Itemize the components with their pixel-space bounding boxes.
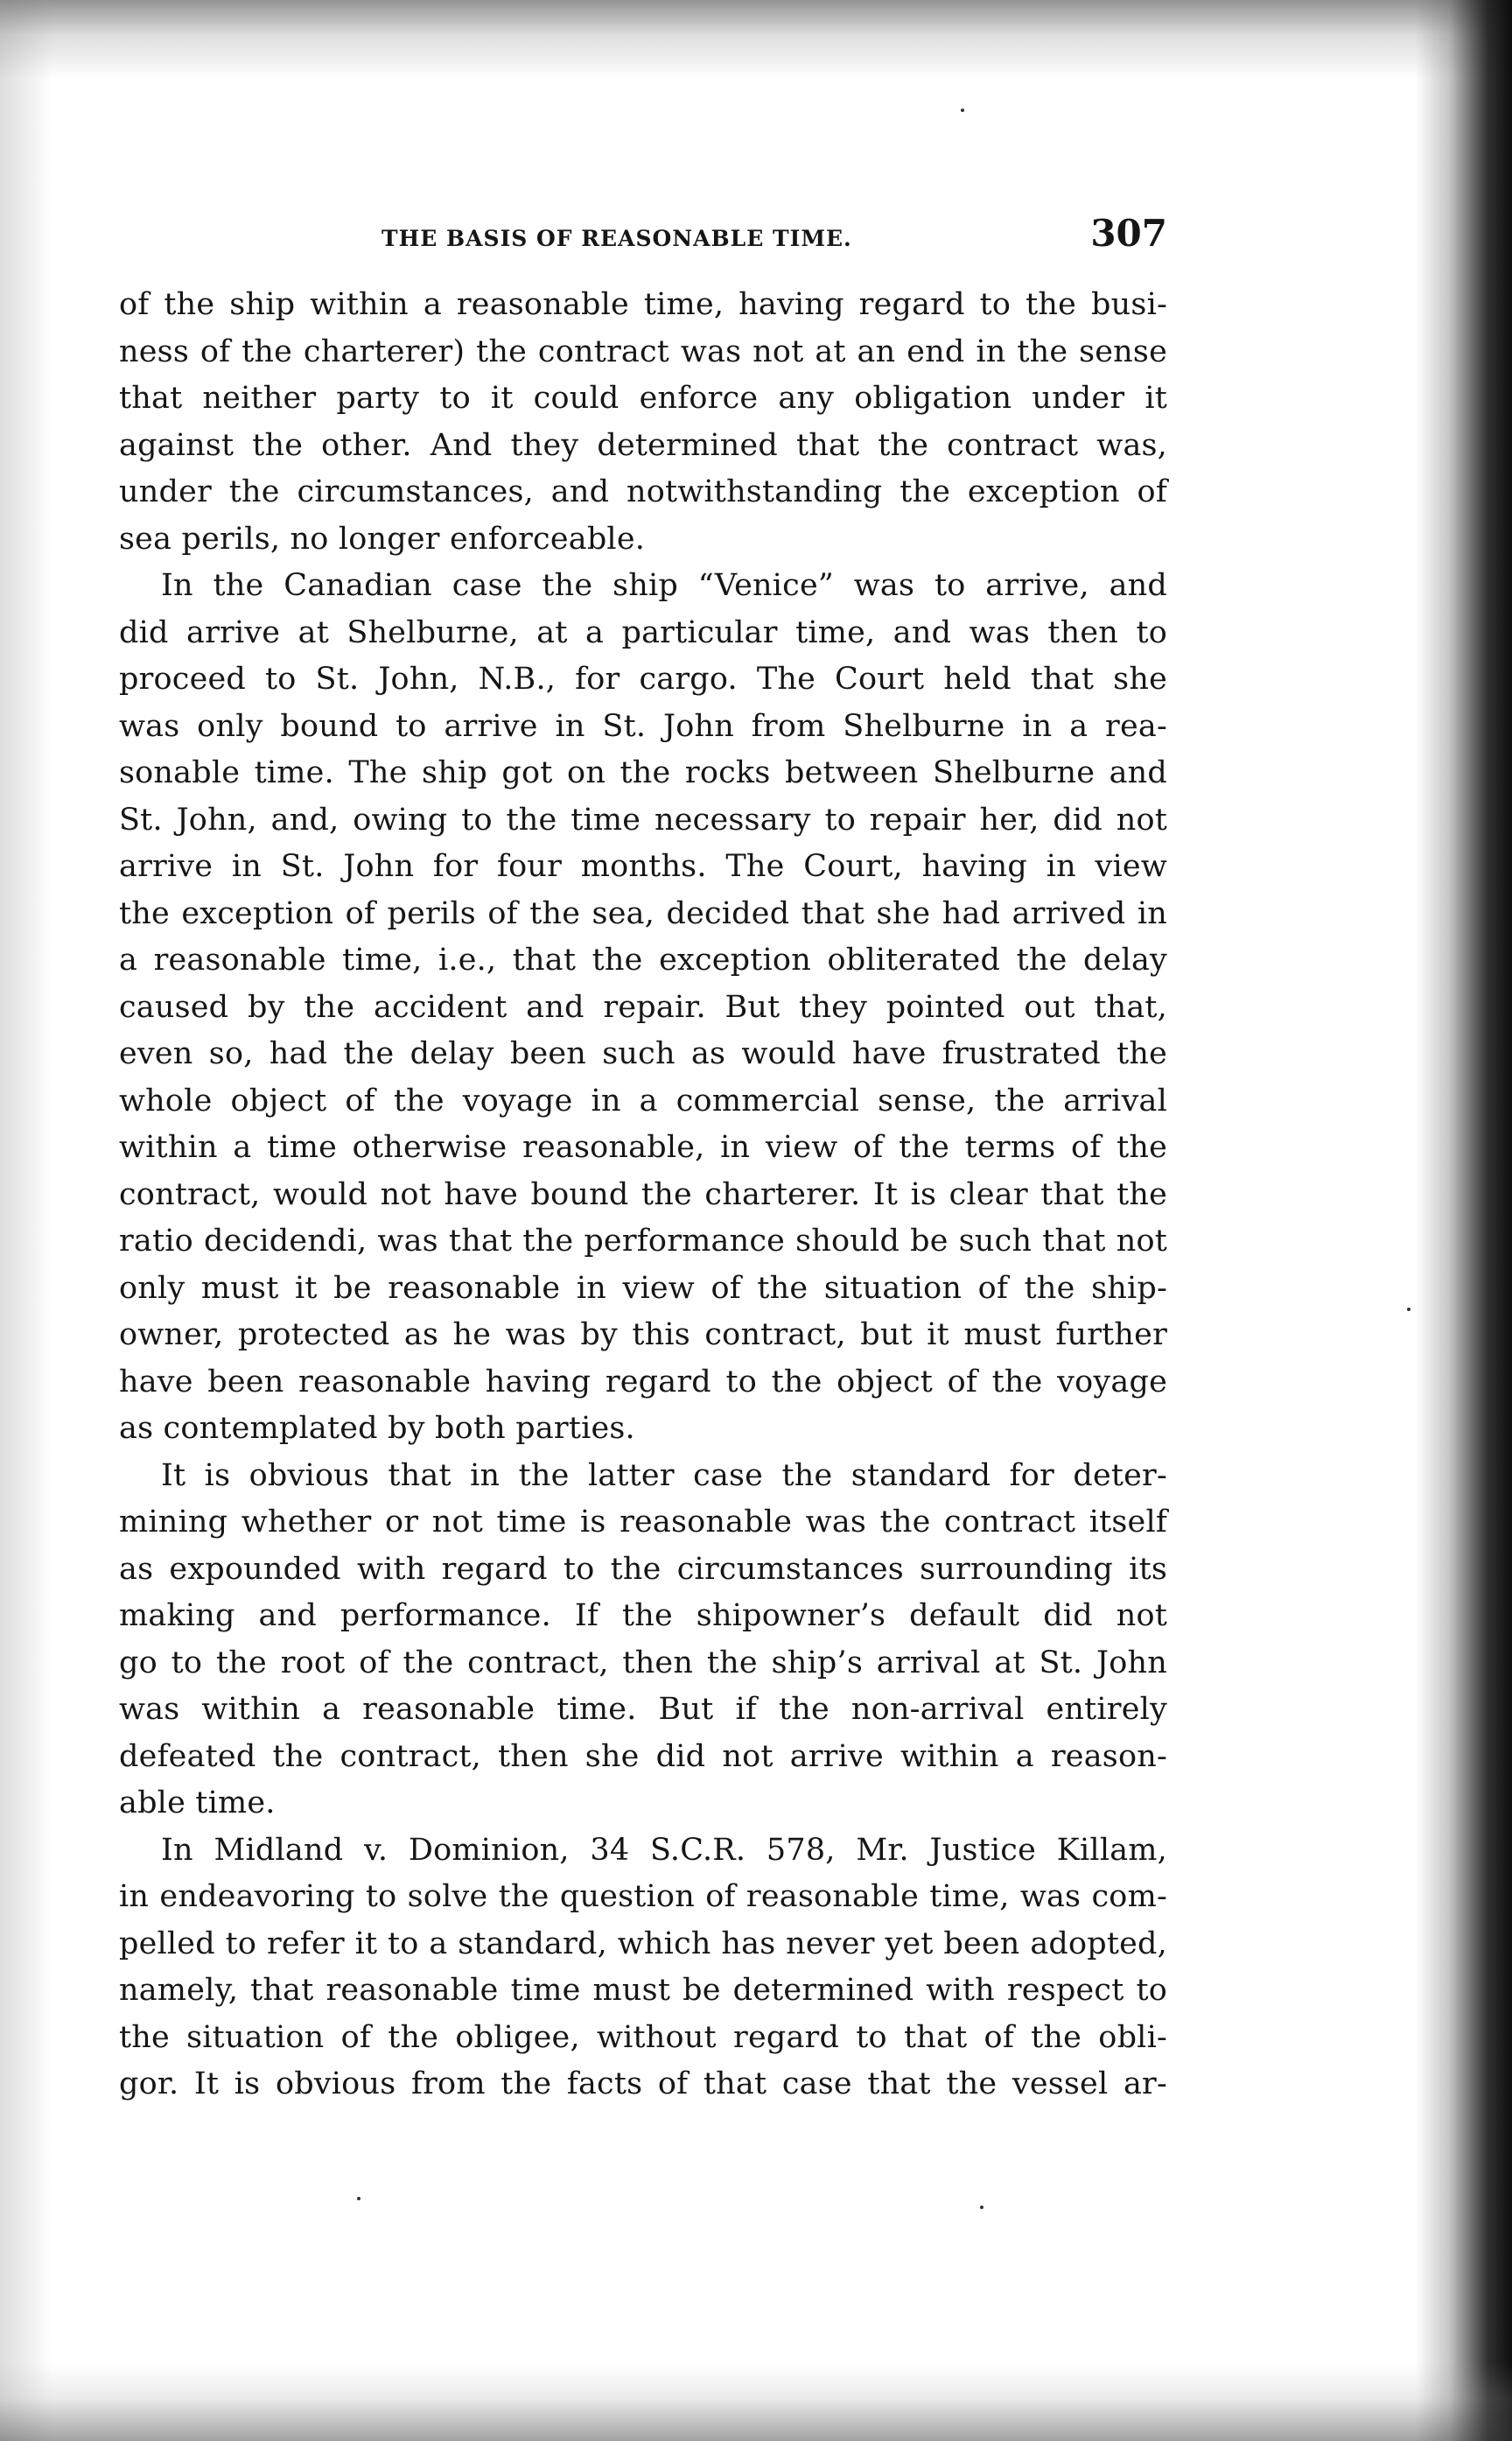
- text-line: have been reasonable having regard to the object of the voyage: [119, 1364, 1167, 1399]
- text-line: the situation of the obligee, without regard to that of the obli-: [119, 2019, 1167, 2055]
- text-line: under the circumstances, and notwithstanding the exception of: [119, 474, 1167, 509]
- text-line: whole object of the voyage in a commercial sense, the arrival: [119, 1083, 1167, 1119]
- text-line: sonable time. The ship got on the rocks between Shelburne and: [119, 755, 1167, 790]
- text-line: proceed to St. John, N.B., for cargo. The Court held that she: [119, 662, 1167, 697]
- text-line: St. John, and, owing to the time necessary to repair her, did not: [119, 802, 1167, 838]
- page-number: 307: [1090, 212, 1167, 255]
- body-text: [119, 282, 1167, 2108]
- scan-speck: [980, 2206, 984, 2209]
- text-line: was within a reasonable time. But if the non-arrival entirely: [119, 1692, 1167, 1727]
- text-line: that neither party to it could enforce any obligation under it: [119, 381, 1167, 416]
- text-line: owner, protected as he was by this contract, but it must further: [119, 1317, 1167, 1352]
- text-line: In Midland v. Dominion, 34 S.C.R. 578, Mr. Justice Killam,: [161, 1832, 1167, 1868]
- text-line: even so, had the delay been such as would have frustrated the: [119, 1036, 1167, 1071]
- text-line: In the Canadian case the ship “Venice” was to arrive, and: [161, 568, 1167, 603]
- text-line: against the other. And they determined that the contract was,: [119, 427, 1167, 463]
- running-head: THE BASIS OF REASONABLE TIME.: [382, 226, 852, 251]
- text-line: making and performance. If the shipowner’s default did not: [119, 1598, 1167, 1633]
- text-line: sea perils, no longer enforceable.: [119, 521, 646, 557]
- scan-edge-bottom: [0, 2362, 1512, 2441]
- scan-speck: [961, 109, 964, 112]
- text-line: in endeavoring to solve the question of reasonable time, was com-: [119, 1879, 1167, 1914]
- text-line: within a time otherwise reasonable, in view of the terms of the: [119, 1130, 1167, 1165]
- scan-edge-right: [1416, 0, 1512, 2441]
- text-line: a reasonable time, i.e., that the exception obliterated the delay: [119, 943, 1167, 978]
- page-header: [119, 208, 1167, 261]
- scan-speck: [1407, 1308, 1410, 1311]
- text-line: able time.: [119, 1785, 276, 1820]
- scan-edge-top: [0, 0, 1512, 79]
- text-line: caused by the accident and repair. But they pointed out that,: [119, 989, 1167, 1025]
- text-line: did arrive at Shelburne, at a particular time, and was then to: [119, 614, 1167, 650]
- text-line: was only bound to arrive in St. John from Shelburne in a rea-: [119, 708, 1167, 744]
- text-line: contract, would not have bound the charterer. It is clear that the: [119, 1176, 1167, 1212]
- text-line: gor. It is obvious from the facts of that case that the vessel ar-: [119, 2066, 1167, 2101]
- text-line: mining whether or not time is reasonable was the contract itself: [119, 1505, 1167, 1540]
- text-line: as expounded with regard to the circumstances surrounding its: [119, 1551, 1167, 1587]
- text-line: the exception of perils of the sea, decided that she had arrived in: [119, 895, 1167, 931]
- text-line: defeated the contract, then she did not arrive within a reason-: [119, 1738, 1167, 1774]
- text-line: ratio decidendi, was that the performance should be such that not: [119, 1224, 1167, 1259]
- text-line: arrive in St. John for four months. The Court, having in view: [119, 849, 1167, 884]
- text-line: go to the root of the contract, then the ship’s arrival at St. John: [119, 1645, 1167, 1680]
- text-line: pelled to refer it to a standard, which has never yet been adopted,: [119, 1925, 1167, 1961]
- scan-edge-left: [0, 0, 52, 2441]
- scan-speck: [357, 2197, 360, 2200]
- text-line: only must it be reasonable in view of the situation of the ship-: [119, 1270, 1167, 1306]
- text-line: as contemplated by both parties.: [119, 1411, 635, 1446]
- text-line: namely, that reasonable time must be determined with respect to: [119, 1973, 1167, 2008]
- text-line: It is obvious that in the latter case the standard for deter-: [161, 1457, 1167, 1493]
- text-line: of the ship within a reasonable time, having regard to the busi-: [119, 287, 1167, 322]
- text-line: ness of the charterer) the contract was not at an end in the sense: [119, 333, 1167, 369]
